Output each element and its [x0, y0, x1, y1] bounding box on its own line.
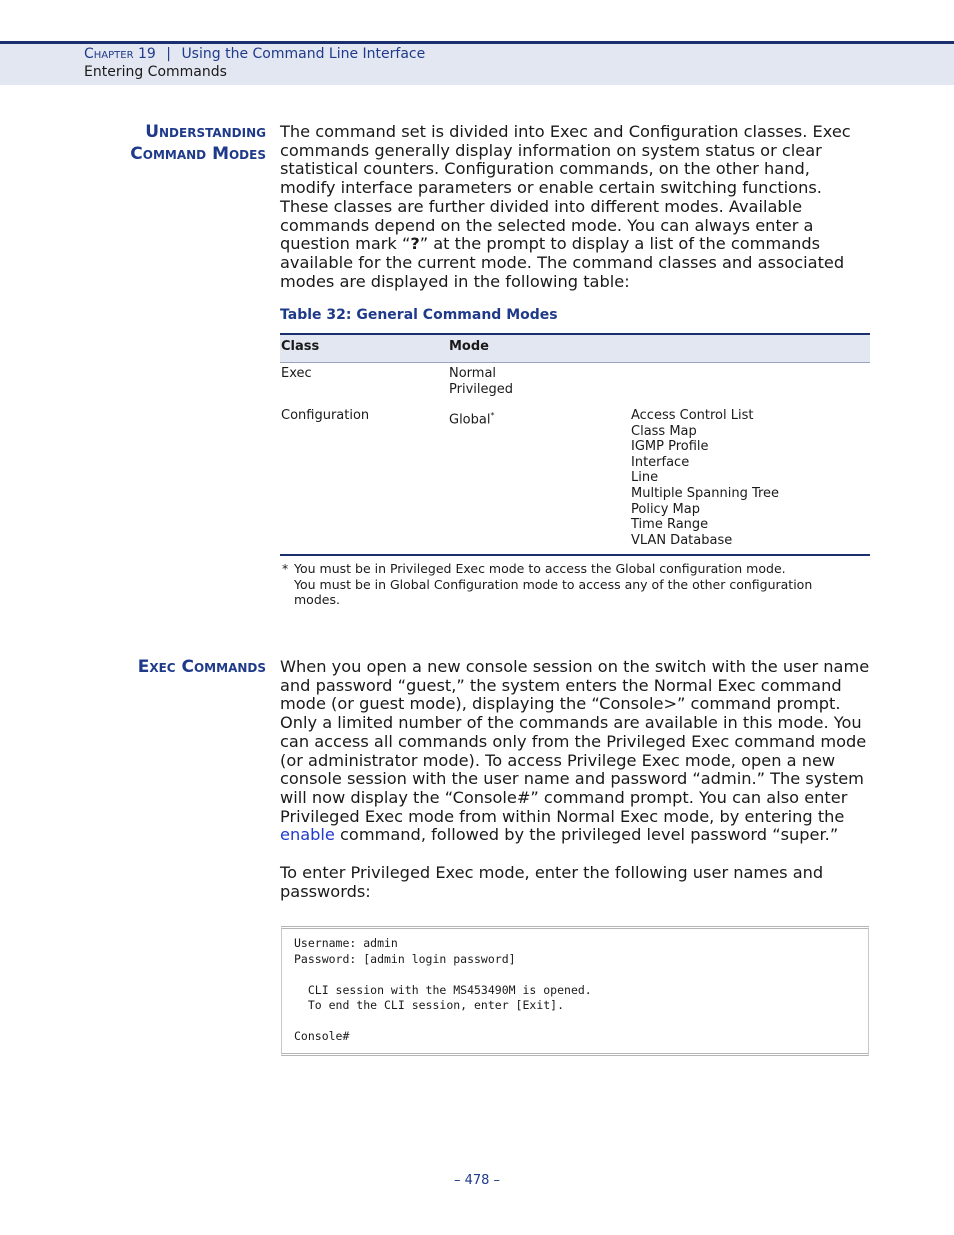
table-header-row — [280, 335, 870, 363]
para-text: The command set is divided into Exec and Configuration classes. Exec commands generally display information on system status or clear statistical counters. Configuration commands, on the other hand, modify interface parameters or enable certain switching functions. These classes are further divided into different modes. Available commands depend on the selected mode. You can always enter a question mark “ — [280, 122, 851, 254]
enable-command-link[interactable]: enable — [280, 825, 335, 845]
question-mark: ? — [410, 234, 420, 254]
table-footnote — [280, 561, 840, 608]
submode: Class Map — [631, 423, 697, 439]
table-bottom-rule — [280, 554, 870, 556]
chapter-title: Using the Command Line Interface — [181, 46, 426, 62]
header-section: Entering Commands — [84, 64, 227, 80]
chapter-label: Chapter 19 — [84, 46, 156, 62]
table-title: Table 32: General Command Modes — [280, 307, 558, 323]
cell-config-class: Configuration — [281, 408, 370, 423]
header-separator: | — [166, 46, 171, 62]
cell-config-mode — [449, 408, 494, 428]
mode-normal: Normal — [449, 366, 497, 381]
mode-global: Global — [449, 412, 491, 428]
cell-config-submodes — [631, 408, 779, 548]
login-instructions-paragraph: To enter Privileged Exec mode, enter the following user names and passwords: — [280, 863, 824, 901]
submode: Interface — [631, 454, 690, 470]
footnote-mark: * — [282, 561, 289, 576]
submode: Access Control List — [631, 408, 754, 423]
header-class: Class — [281, 339, 320, 354]
header-mode: Mode — [449, 339, 489, 354]
footnote-line — [280, 561, 840, 577]
cell-exec-class: Exec — [281, 366, 312, 381]
para-text: ” at the prompt to display a list of the commands available for the current mode. The command classes and associated modes are displayed in the following table: — [280, 234, 845, 291]
footnote-line: You must be in Global Configuration mode to access any of the other configuration modes. — [294, 576, 813, 608]
code-example: Username: admin Password: [admin login password] CLI session with the MS453490M is opened. To end the CLI session, enter [Exit]. Console# — [294, 936, 592, 1043]
para-text: When you open a new console session on the switch with the user name and password “guest,” the system enters the Normal Exec command mode (or guest mode), displaying the “Console>” command prompt. Only a limited number of the commands are available in this mode. You can access all commands only from the Privileged Exec command mode (or administrator mode). To access Privilege Exec mode, open a new console session with the user name and password “admin.” The system will now display the “Console#” command prompt. You can also enter Privileged Exec mode from within Normal Exec mode, by entering the — [280, 657, 870, 826]
section-heading-exec-commands: Exec Commands — [137, 657, 266, 677]
submode: Line — [631, 470, 659, 486]
mode-privileged: Privileged — [449, 381, 513, 397]
header-chapter-line — [84, 46, 425, 62]
submode: VLAN Database — [631, 532, 733, 548]
heading-line-1: Understanding — [145, 122, 266, 142]
para-text: command, followed by the privileged level password “super.” — [334, 825, 839, 845]
heading-line-2: Command Modes — [130, 144, 266, 164]
submode: Time Range — [631, 517, 709, 533]
command-modes-paragraph — [280, 123, 870, 291]
footnote-ref: * — [490, 411, 495, 420]
page-number: – 478 – — [453, 1173, 501, 1188]
submode: IGMP Profile — [631, 439, 709, 455]
exec-commands-paragraph — [280, 658, 870, 845]
submode: Policy Map — [631, 501, 700, 517]
cell-exec-modes — [449, 366, 513, 397]
submode: Multiple Spanning Tree — [631, 485, 780, 501]
footnote-text: You must be in Privileged Exec mode to access the Global configuration mode. — [294, 561, 786, 576]
section-heading-command-modes — [130, 121, 266, 165]
